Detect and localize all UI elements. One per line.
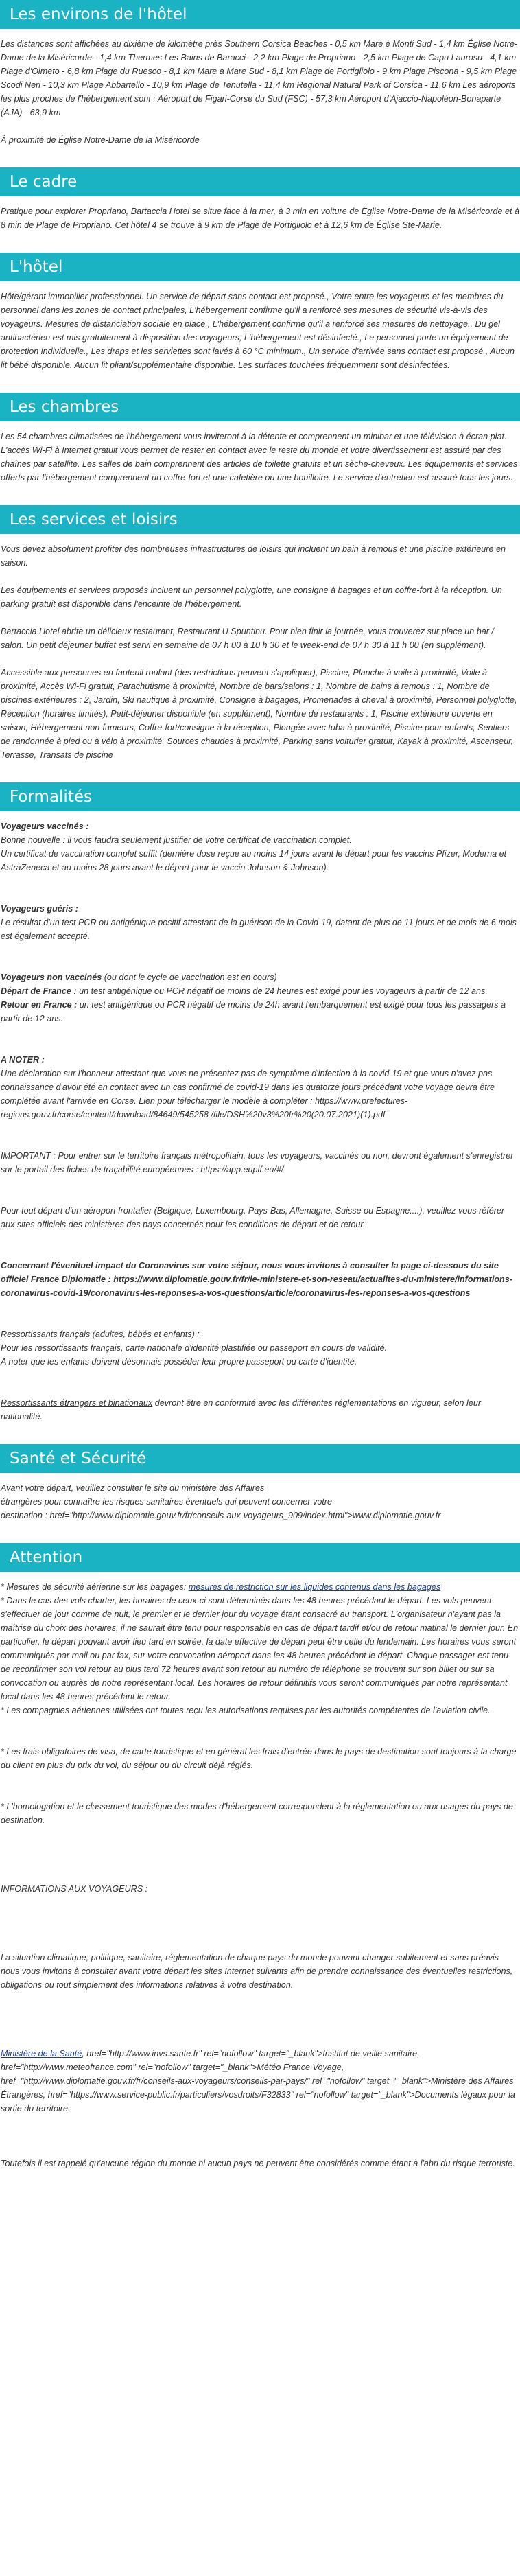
section-title-attention: Attention	[0, 1543, 520, 1572]
environs-distances: Les distances sont affichées au dixième de kilomètre près Southern Corsica Beaches - 0,5 km Mare è Monti Sud - 1,4 km Église Notre-Dame de la Miséricorde - 1,4 km Thermes Les Bains de Baracci - 2,2 km Plage de Propriano - 2,5 km Plage de Capu Laurosu - 4,1 km Plage d'Olmeto - 6,8 km Plage du Ruesco - 8,1 km Mare a Mare Sud - 8,1 km Plage de Portigliolo - 9 km Plage Piscona - 9,5 km Plage Scodi Neri - 10,3 km Plage Abbartello - 10,9 km Plage de Tenutella - 11,4 km Regional Natural Park of Corsica - 11,6 km Les aéroports les plus proches de l'hébergement sont : Aéroport de Figari-Corse du Sud (FSC) - 57,3 km Aéroport d'Ajaccio-Napoléon-Bonaparte (AJA) - 63,9 km	[1, 39, 518, 117]
services-liste: Accessible aux personnes en fauteuil roulant (des restrictions peuvent s'appliquer), Piscine, Planche à voile à proximité, Voile à proximité, Accès Wi-Fi gratuit, Parachutisme à proximité, Nombre de bars/salons : 1, Nombre de bains à remous : 1, Nombre de piscines extérieures : 2, Jardin, Ski nautique à proximité, Consigne à bagages, Promenades à cheval à proximité, Personnel polyglotte, Réception (horaires limités), Petit-déjeuner disponible (en supplément), Nombre de restaurants : 1, Piscine extérieure ouverte en saison, Hébergement non-fumeurs, Coffre-fort/consigne à la réception, Plongée avec tuba à proximité, Piscine pour enfants, Sentiers de randonnée à pied ou à vélo à proximité, Sources chaudes à proximité, Parking sans voiturier gratuit, Kayak à proximité, Ascenseur, Terrasse, Transats de piscine	[1, 668, 517, 760]
coronavirus-impact-text: Concernant l'évenituel impact du Coronavirus sur votre séjour, nous vous invitons à consulter la page ci-dessous du site officiel France Diplomatie : https://www.diplomatie.gouv.fr/fr/le-ministere-et-son-reseau/actualites-du-ministere/informations-coronavirus-covid-19/coronavirus-les-reponses-a-vos-questions/article/coronavirus-les-reponses-a-vos-questions	[1, 1261, 512, 1298]
sante-line-1: Avant votre départ, veuillez consulter le site du ministère des Affaires	[1, 1483, 265, 1493]
cadre-text: Pratique pour explorer Propriano, Bartaccia Hotel se situe face à la mer, à 3 min en voiture de Église Notre-Dame de la Miséricorde et à 8 min de Plage de Propriano. Cet hôtel 4 se trouve à 9 km de Plage de Portigliolo et à 12,6 km de Église Ste-Marie.	[1, 207, 519, 230]
liquides-restriction-link[interactable]: mesures de restriction sur les liquides contenus dans les bagages	[188, 1582, 441, 1592]
hotel-text: Hôte/gérant immobilier professionnel. Un service de départ sans contact est proposé., Votre entre les voyageurs et les membres du personnel dans les zones de contact principales, L'hébergement confirme qu'il a renforcé ses mesures de sécurité vis-à-vis des voyageurs. Mesures de distanciation sociale en place., L'hébergement confirme qu'il a renforcé ses mesures de nettoyage., Du gel antibactérien est mis gratuitement à disposition des voyageurs, L'hébergement est désinfecté., Le personnel porte un équipement de protection individuelle., Les draps et les serviettes sont lavés à 60 °C minimum., Un service d'arrivée sans contact est proposé., Aucun lit bébé disponible. Aucun lit pliant/supplémentaire disponible. Les surfaces touchées fréquemment sont désinfectées.	[1, 292, 515, 370]
vaccines-line-1: Bonne nouvelle : il vous faudra seulement justifier de votre certificat de vaccination complet.	[1, 835, 352, 845]
services-equipements: Les équipements et services proposés incluent un personnel polyglotte, une consigne à bagages et un coffre-fort à la réception. Un parking gratuit est disponible dans l'enceinte de l'hébergement.	[1, 585, 502, 609]
nonvacc-note: (ou dont le cycle de vaccination est en cours)	[102, 973, 277, 982]
section-chambres	[0, 393, 520, 485]
tout-depart-text: Pour tout départ d'un aéroport frontalier (Belgique, Luxembourg, Pays-Bas, Allemagne, Suisse ou Espagne....), veuillez vous référer aux sites officiels des ministères des pays concernés pour les conditions de départ et de retour.	[1, 1206, 505, 1229]
section-title-services: Les services et loisirs	[0, 505, 520, 534]
section-title-sante: Santé et Sécurité	[0, 1444, 520, 1473]
ressortissants-fr-line-1: Pour les ressortissants français, carte nationale d'identité plastifiée ou passeport en cours de validité.	[1, 1343, 388, 1353]
section-attention	[0, 1543, 520, 2170]
section-title-hotel: L'hôtel	[0, 253, 520, 281]
sante-line-2: étrangères pour connaître les risques sanitaires éventuels qui peuvent concerner votre	[1, 1497, 333, 1507]
ressortissants-fr-title: Ressortissants français (adultes, bébés et enfants) :	[1, 1330, 200, 1339]
ressortissants-fr-line-2: A noter que les enfants doivent désormais posséder leur propre passeport ou carte d'identité.	[1, 1357, 357, 1367]
chambres-text: Les 54 chambres climatisées de l'hébergement vous inviteront à la détente et comprennent un minibar et une télévision à écran plat. L'accès Wi-Fi à Internet gratuit vous permet de rester en contact avec le reste du monde et votre divertissement est assuré par des chaînes par satellite. Les salles de bain comprennent des articles de toilette gratuits et un sèche-cheveux. Les équipements et services offerts par l'hébergement comprennent un coffre-fort et une cafetière ou une bouilloire. Le service d'entretien est assuré tous les jours.	[1, 432, 518, 483]
section-title-formalites: Formalités	[0, 782, 520, 811]
situation-line-1: La situation climatique, politique, sanitaire, réglementation de chaque pays du monde pouvant changer subitement et sans préavis	[1, 1953, 499, 1962]
section-services	[0, 505, 520, 762]
section-title-cadre: Le cadre	[0, 167, 520, 196]
gueris-text: Le résultat d'un test PCR ou antigénique positif attestant de la guérison de la Covid-19, datant de plus de 11 jours et de mois de 6 mois est également accepté.	[1, 918, 517, 941]
homologation-text: * L'homologation et le classement touristique des modes d'hébergement correspondent à la réglementation ou aux usages du pays de destination.	[1, 1802, 513, 1825]
situation-line-2: nous vous invitons à consulter avant votre départ les sites Internet suivants afin de prendre connaissance des éventuelles restrictions, obligations ou tout simplement des informations relatives à votre destination.	[1, 1966, 513, 1990]
section-title-environs: Les environs de l'hôtel	[0, 0, 520, 29]
toutefois-text: Toutefois il est rappelé qu'aucune région du monde ni aucun pays ne peuvent être considérés comme étant à l'abri du risque terroriste.	[1, 2159, 515, 2168]
ressortissants-etr-title: Ressortissants étrangers et binationaux	[1, 1398, 153, 1408]
retour-label: Retour en France :	[1, 1000, 78, 1010]
horaires-text: * Dans le cas des vols charter, les horaires de ceux-ci sont déterminés dans les 48 heures précédant le départ. Les vols peuvent s'effectuer de jour comme de nuit, le premier et le dernier jour du voyage étant consacré au transport. L'organisateur n'ayant pas la maîtrise du choix des horaires, il ne saurait être tenu pour responsable en cas de départ tardif et/ou de retour matinal le dernier jour. En particulier, le départ pouvant avoir lieu tard en soirée, la date effective de départ peut être celle du lendemain. Les horaires vous seront communiqués par mail ou par fax, sur votre convocation aéroport dans les 48 heures précédant le départ. Chaque passager est tenu de reconfirmer son vol retour au plus tard 72 heures avant son retour au numéro de téléphone se trouvant sur son billet ou sur sa convocation ou auprès de notre représentant local. Les horaires de retour définitifs vous seront communiqués par notre représentant local dans les 48 heures précédant le retour.	[1, 1596, 519, 1702]
section-hotel	[0, 253, 520, 372]
services-loisirs: Vous devez absolument profiter des nombreuses infrastructures de loisirs qui incluent un bain à remous et une piscine extérieure en saison.	[1, 544, 506, 568]
section-formalites	[0, 782, 520, 1424]
infos-voyageurs-title: INFORMATIONS AUX VOYAGEURS :	[1, 1884, 148, 1894]
retour-text: un test antigénique ou PCR négatif de moins de 24h avant l'embarquement est exigé pour tous les passagers à partir de 12 ans.	[1, 1000, 506, 1023]
anoter-text: Une déclaration sur l'honneur attestant que vous ne présentez pas de symptôme d'infection à la covid-19 et que vous n'avez pas connaissance d'avoir été en contact avec un cas confirmé de covid-19 dans les quatorze jours précédant votre voyage devra être complétée avant l'arrivée en Corse. Lien pour télécharger le modèle à compléter : https://www.prefectures-regions.gouv.fr/corse/content/download/84649/545258 /file/DSH%20v3%20fr%20(20.07.2021)(1).pdf	[1, 1069, 495, 1119]
nonvacc-title: Voyageurs non vaccinés	[1, 973, 102, 982]
depart-text: un test antigénique ou PCR négatif de moins de 24 heures est exigé pour les voyageurs à partir de 12 ans.	[76, 986, 488, 996]
frais-text: * Les frais obligatoires de visa, de carte touristique et en général les frais d'entrée dans le pays de destination sont toujours à la charge du client en plus du prix du vol, du séjour ou du circuit déjà réglés.	[1, 1747, 517, 1770]
section-title-chambres: Les chambres	[0, 393, 520, 421]
depart-label: Départ de France :	[1, 986, 77, 996]
environs-proximite: À proximité de Église Notre-Dame de la Miséricorde	[1, 135, 200, 145]
compagnies-text: * Les compagnies aériennes utilisées ont toutes reçu les autorisations requises par les autorités compétentes de l'aviation civile.	[1, 1706, 491, 1715]
services-restaurant: Bartaccia Hotel abrite un délicieux restaurant, Restaurant U Spuntinu. Pour bien finir la journée, vous trouverez sur place un bar / salon. Un petit déjeuner buffet est servi en semaine de 07 h 00 à 10 h 30 et le week-end de 07 h 30 à 11 h 00 (en supplément).	[1, 627, 494, 650]
gueris-title: Voyageurs guéris :	[1, 904, 78, 914]
section-environs	[0, 0, 520, 147]
sante-line-3: destination : href="http://www.diplomatie.gouv.fr/fr/conseils-aux-voyageurs_909/index.html">www.diplomatie.gouv.fr	[1, 1511, 441, 1520]
ressortissants-etr-text: devront être en conformité avec les différentes réglementations en vigueur, selon leur nationalité.	[1, 1398, 482, 1422]
section-cadre	[0, 167, 520, 232]
vaccines-title: Voyageurs vaccinés :	[1, 822, 89, 831]
ministere-links-text: , href="http://www.invs.sante.fr" rel="nofollow" target="_blank">Institut de veille sanitaire, href="http://www.meteofrance.com" rel="nofollow" target="_blank">Météo France Voyage, href="http://www.diplomatie.gouv.fr/fr/conseils-aux-voyageurs/conseils-par-pays/" rel="nofollow" target="_blank">Ministère des Affaires Étrangères, href="https://www.service-public.fr/particuliers/vosdroits/F32833" rel="nofollow" target="_blank">Documents légaux pour la sortie du territoire.	[1, 2049, 515, 2113]
anoter-title: A NOTER :	[1, 1055, 45, 1065]
vaccines-line-2: Un certificat de vaccination complet suffit (dernière dose reçue au moins 14 jours avant le départ pour les vaccins Pfizer, Moderna et AstraZeneca et au moins 28 jours avant le départ pour le vaccin Johnson & Johnson).	[1, 849, 507, 872]
ministere-sante-link[interactable]: Ministère de la Santé	[1, 2049, 82, 2058]
bagages-prefix: * Mesures de sécurité aérienne sur les bagages:	[1, 1582, 189, 1592]
section-sante	[0, 1444, 520, 1522]
important-text: IMPORTANT : Pour entrer sur le territoire français métropolitain, tous les voyageurs, vaccinés ou non, devront également s'enregistrer sur le portail des fiches de traçabilité européennes : https://app.euplf.eu/#/	[1, 1151, 514, 1174]
